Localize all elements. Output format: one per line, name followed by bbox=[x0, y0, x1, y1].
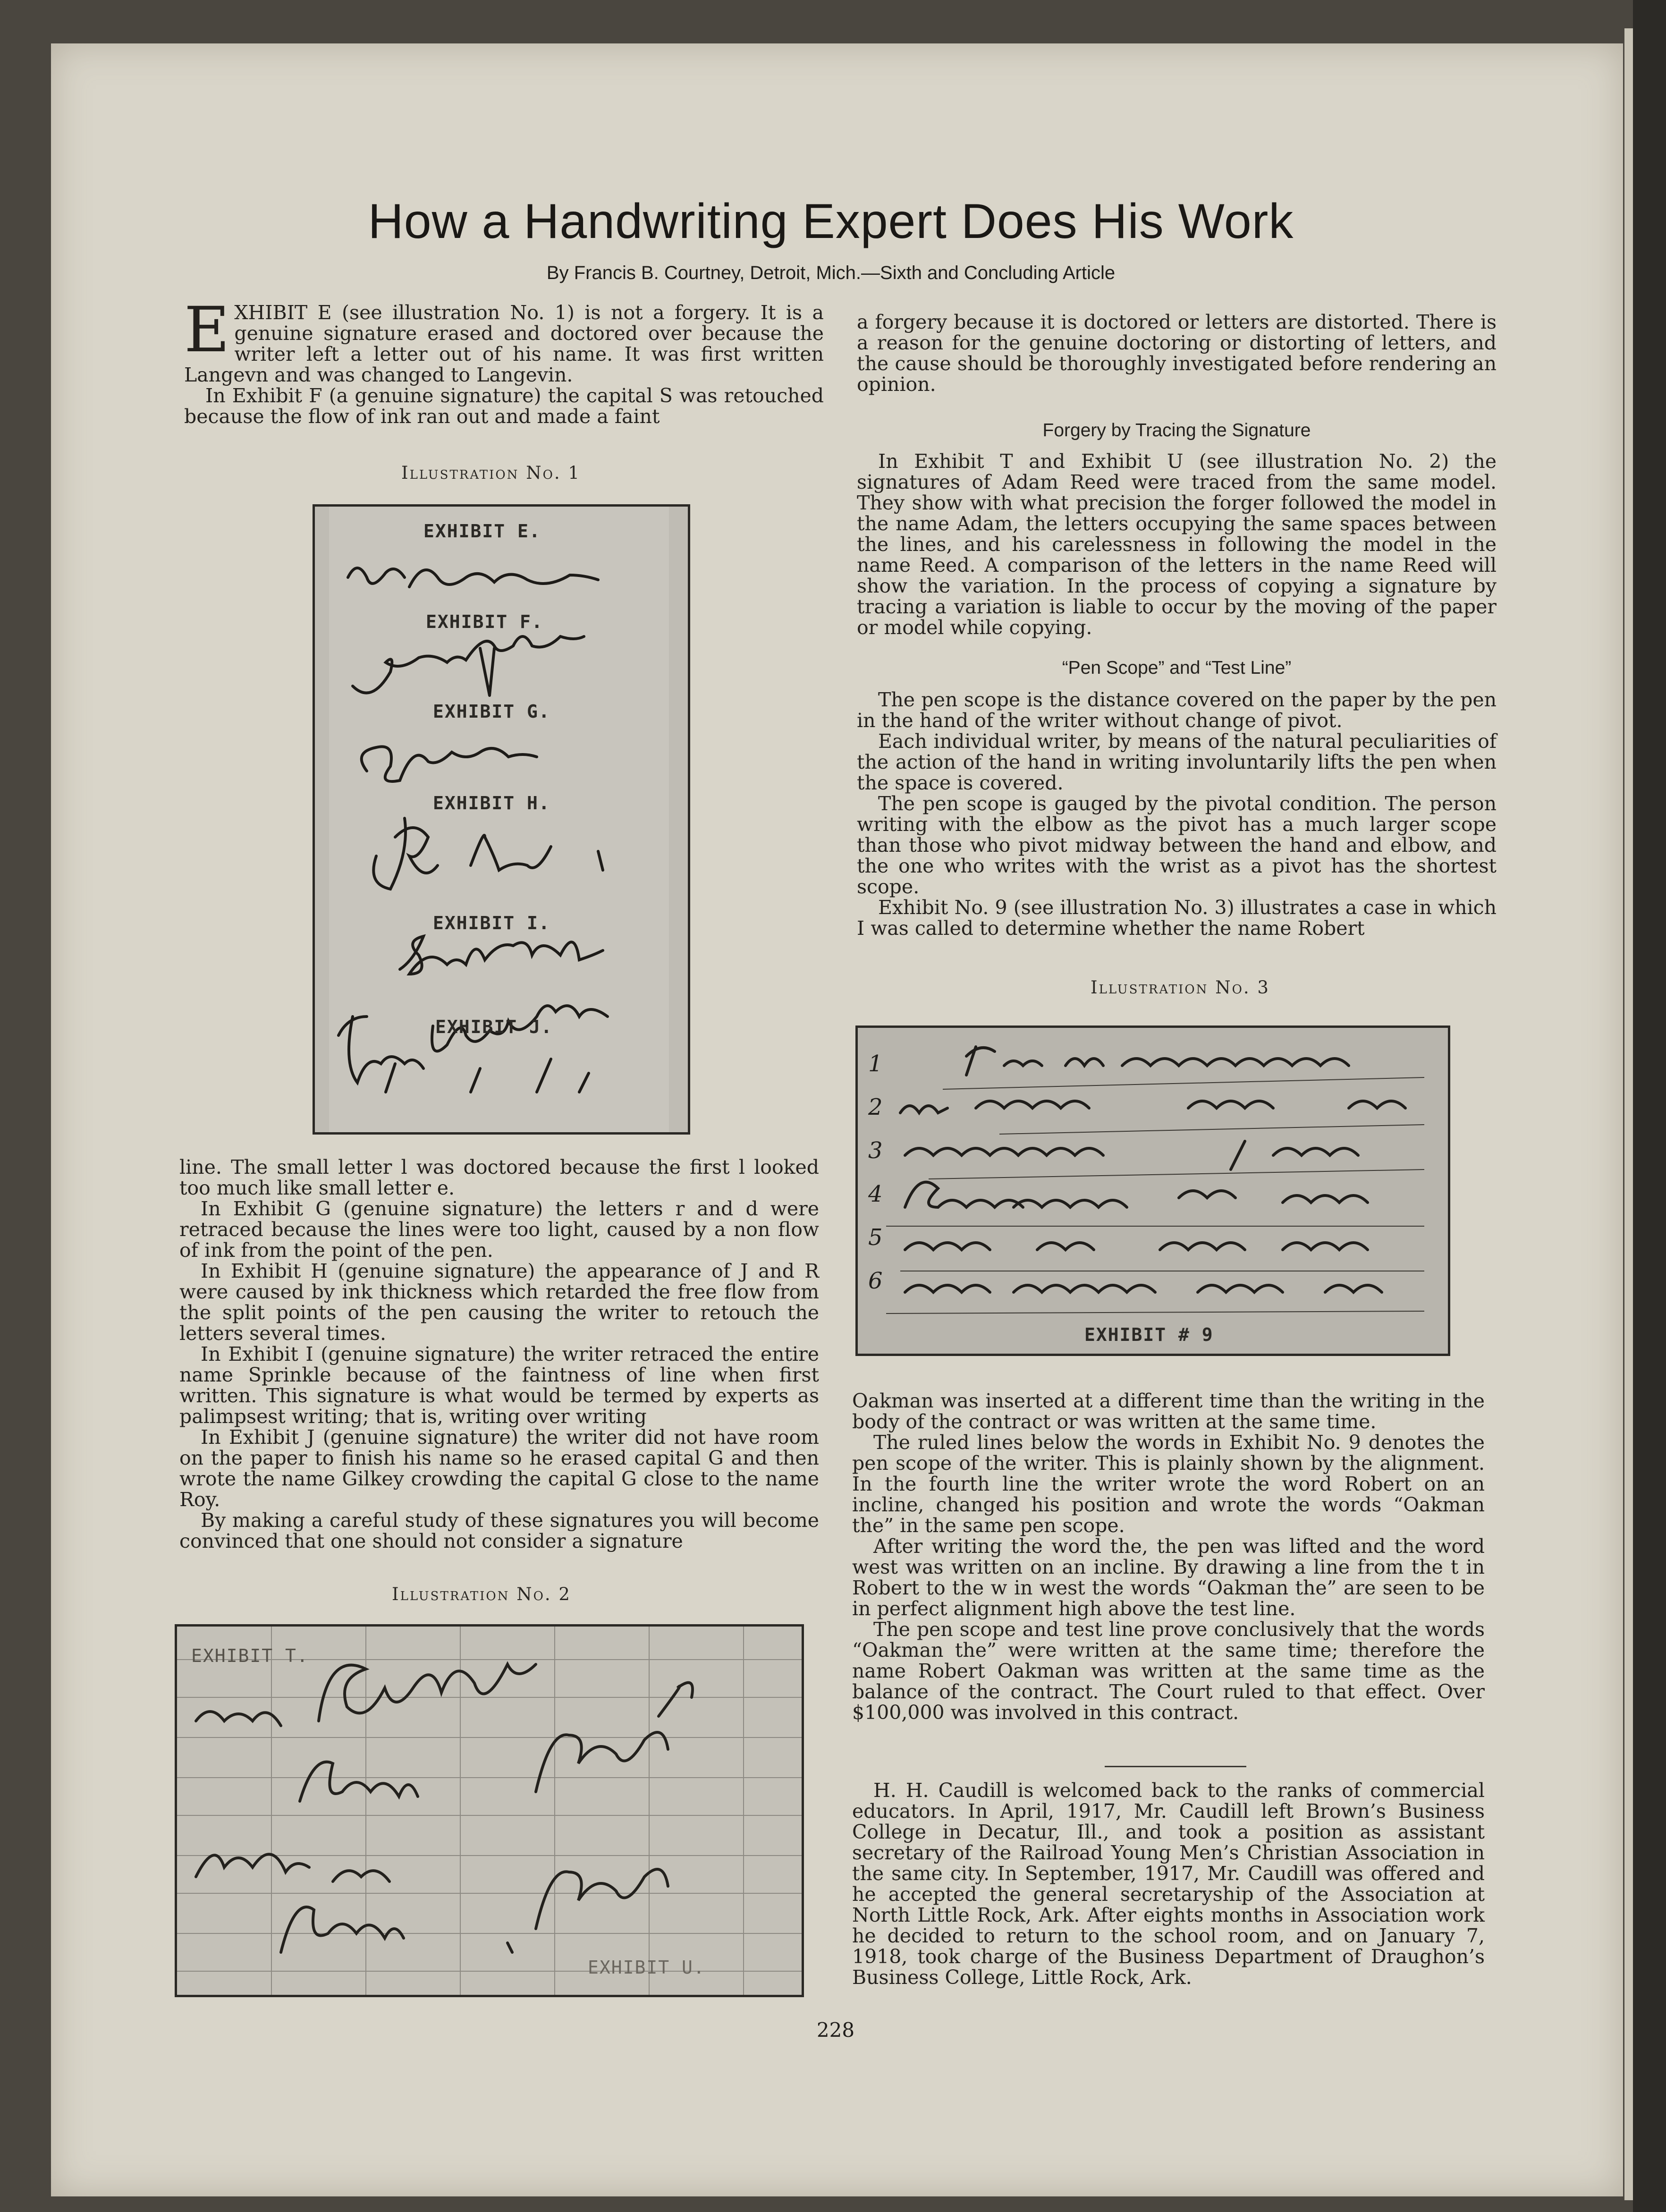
exhibit-9-line-numbers bbox=[868, 1042, 883, 1303]
right-paragraph-after-4: The pen scope and test line prove conclusively that the words “Oakman the” were written at the same time; therefore the name Robert Oakman was written at the same time as the balance of the contract. The Court ruled to that effect. Over $100,000 was involved in this contract. bbox=[852, 1618, 1485, 1724]
next-page-edge bbox=[1624, 28, 1633, 2200]
exhibit-t-label: EXHIBIT T. bbox=[191, 1645, 309, 1666]
right-paragraph-after-2: The ruled lines below the words in Exhibit No. 9 denotes the pen scope of the writer. This is plainly shown by the alignment. In the fourth line the writer wrote the word Robert on an incline, changed his position and wrote the words “Oakman the” in the same pen scope. bbox=[852, 1431, 1485, 1537]
intro-paragraph-1: XHIBIT E (see illustration No. 1) is not a forgery. It is a genuine signature erased and doctored over because the writer left a letter out of his name. It was first written Langevn and was changed to Langevin. bbox=[184, 301, 824, 386]
right-news-item bbox=[852, 1780, 1485, 1988]
right-after-figure bbox=[852, 1390, 1485, 1723]
left-paragraph-1: line. The small letter l was doctored because the first l looked too much like small letter e. bbox=[179, 1156, 819, 1199]
page-number: 228 bbox=[816, 2018, 855, 2042]
left-paragraph-4: In Exhibit I (genuine signature) the writer retraced the entire name Sprinkle because of the faintness of line when first written. This signature is what would be termed by experts as palimpsest writing; that is, writing over writing bbox=[179, 1343, 819, 1428]
left-paragraph-2: In Exhibit G (genuine signature) the letters r and d were retraced because the lines were too light, caused by a non flow of ink from the point of the pen. bbox=[179, 1197, 819, 1262]
illustration-1-figure bbox=[313, 504, 690, 1135]
line-number-6: 6 bbox=[868, 1268, 883, 1294]
left-continued bbox=[179, 1157, 819, 1551]
subhead-forgery-tracing: Forgery by Tracing the Signature bbox=[1042, 420, 1311, 441]
left-paragraph-6: By making a careful study of these signatures you will become convinced that one should not consider a signature bbox=[179, 1509, 819, 1552]
line-number-2: 2 bbox=[868, 1094, 883, 1120]
illustration-1-caption: Illustration No. 1 bbox=[401, 463, 581, 483]
article-title: How a Handwriting Expert Does His Work bbox=[368, 194, 1294, 249]
section-divider bbox=[1105, 1766, 1246, 1767]
line-number-5: 5 bbox=[868, 1224, 883, 1251]
left-paragraph-3: In Exhibit H (genuine signature) the appearance of J and R were caused by ink thickness which retarded the free flow from the split points of the pen causing the writer to retouch the letters several times. bbox=[179, 1260, 819, 1345]
exhibit-i-label: EXHIBIT I. bbox=[433, 913, 550, 933]
right-paragraph-pen-2: Each individual writer, by means of the natural peculiarities of the action of the hand in writing involuntarily lifts the pen when the space is covered. bbox=[857, 730, 1497, 794]
right-tracing bbox=[857, 451, 1497, 638]
line-number-1: 1 bbox=[868, 1051, 883, 1077]
exhibit-e-label: EXHIBIT E. bbox=[423, 521, 541, 542]
exhibit-9-label: EXHIBIT # 9 bbox=[1084, 1324, 1214, 1345]
right-top bbox=[857, 312, 1497, 395]
illustration-2-figure bbox=[175, 1624, 804, 1997]
exhibit-g-label: EXHIBIT G. bbox=[433, 701, 550, 722]
exhibit-h-label: EXHIBIT H. bbox=[433, 793, 550, 814]
drop-cap: E bbox=[184, 294, 230, 366]
page-binding-shadow bbox=[1633, 0, 1666, 2212]
illustration-2-caption: Illustration No. 2 bbox=[392, 1584, 571, 1604]
right-paragraph-1: a forgery because it is doctored or letters are distorted. There is a reason for the genuine doctoring or distorting of letters, and the cause should be thoroughly investigated before rendering an opinion. bbox=[857, 311, 1497, 396]
right-paragraph-pen-3: The pen scope is gauged by the pivotal condition. The person writing with the elbow as the pivot has a much larger scope than those who pivot midway between the hand and elbow, and the one who writes with the wrist as a pivot has the shortest scope. bbox=[857, 792, 1497, 898]
right-paragraph-after-1: Oakman was inserted at a different time than the writing in the body of the contract or was written at the same time. bbox=[852, 1390, 1485, 1433]
exhibit-f-label: EXHIBIT F. bbox=[426, 611, 543, 632]
illustration-3-background bbox=[858, 1028, 1448, 1354]
illustration-3-figure bbox=[855, 1025, 1450, 1356]
right-paragraph-after-3: After writing the word the, the pen was lifted and the word west was written on an incline. By drawing a line from the t in Robert to the w in west the words “Oakman the” are seen to be in perfect alignment high above the test line. bbox=[852, 1535, 1485, 1620]
right-paragraph-pen-1: The pen scope is the distance covered on the paper by the pen in the hand of the writer without change of pivot. bbox=[857, 688, 1497, 732]
illustration-3-caption: Illustration No. 3 bbox=[1091, 977, 1270, 998]
right-paragraph-pen-4: Exhibit No. 9 (see illustration No. 3) illustrates a case in which I was called to determine whether the name Robert bbox=[857, 896, 1497, 940]
left-intro bbox=[184, 294, 824, 428]
right-paragraph-tracing: In Exhibit T and Exhibit U (see illustration No. 2) the signatures of Adam Reed were traced from the same model. They show with what precision the forger followed the model in the name Adam, the letters occupying the same spaces between the lines, and his carelessness in following the model in the name Reed. A comparison of the letters in the name Reed will show the variation. In the process of copying a signature by tracing a variation is liable to occur by the moving of the paper or model while copying. bbox=[857, 450, 1497, 639]
exhibit-u-label: EXHIBIT U. bbox=[588, 1957, 705, 1978]
exhibit-j-label: EXHIBIT J. bbox=[435, 1017, 553, 1037]
news-paragraph: H. H. Caudill is welcomed back to the ranks of commercial educators. In April, 1917, Mr. Caudill left Brown’s Business College in Decatur, Ill., and took a position as assistant secretary of the Railroad Young Men’s Christian Association in the same city. In September, 1917, Mr. Caudill was offered and he accepted the general secretaryship of the Association at North Little Rock, Ark. After eights months in Association work he decided to return to the school room, and on January 7, 1918, took charge of the Business Department of Draughon’s Business College, Little Rock, Ark. bbox=[852, 1779, 1485, 1989]
line-number-3: 3 bbox=[868, 1137, 883, 1164]
left-paragraph-5: In Exhibit J (genuine signature) the writer did not have room on the paper to finish his name so he erased capital G and then wrote the name Gilkey crowding the capital G close to the name Roy. bbox=[179, 1426, 819, 1511]
right-pen-scope bbox=[857, 689, 1497, 939]
intro-paragraph-2: In Exhibit F (a genuine signature) the capital S was retouched because the flow of ink ran out and made a faint bbox=[184, 384, 824, 428]
subhead-pen-scope: “Pen Scope” and “Test Line” bbox=[1062, 658, 1292, 678]
illustration-2-background bbox=[177, 1627, 802, 1995]
article-byline: By Francis B. Courtney, Detroit, Mich.—Sixth and Concluding Article bbox=[546, 263, 1116, 283]
illustration-1-background bbox=[315, 507, 688, 1132]
line-number-4: 4 bbox=[868, 1181, 883, 1207]
